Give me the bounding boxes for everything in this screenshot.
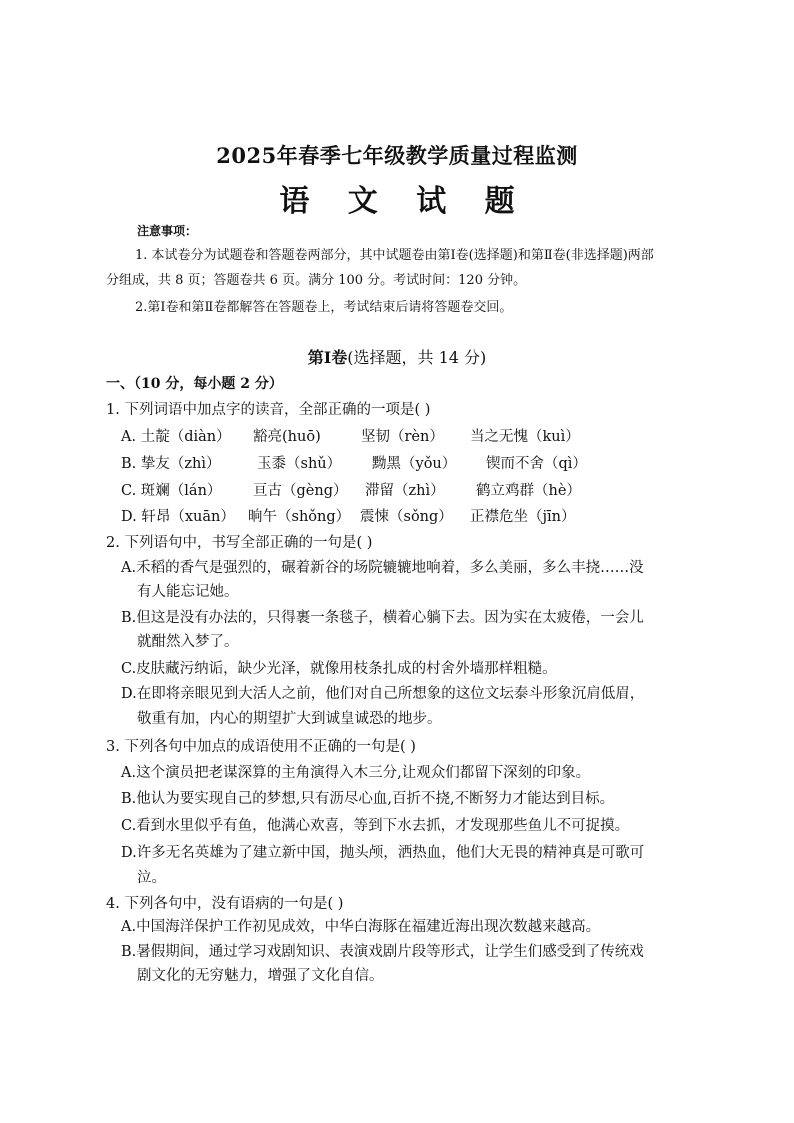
notice-item-1-line-2: 分组成，共 8 页；答题卷共 6 页。满分 100 分。考试时间：120 分钟。 bbox=[106, 273, 527, 288]
option-d-item-1: D. 轩昂（xuān） bbox=[121, 509, 235, 525]
question-3-option-b: B.他认为要实现自己的梦想,只有沥尽心血,百折不挠,不断努力才能达到目标。 bbox=[121, 791, 615, 807]
section-title-bold: 第Ⅰ卷 bbox=[307, 348, 348, 367]
question-2-option-b: B.但这是没有办法的，只得裹一条毯子，横着心躺下去。因为实在太疲倦，一会儿 bbox=[121, 610, 644, 626]
subject-title: 语 文 试 题 bbox=[279, 184, 529, 219]
option-d-item-4: 正襟危坐（jīn） bbox=[470, 509, 576, 525]
section-title bbox=[0, 345, 794, 368]
option-a-item-2: 豁亮(huō) bbox=[253, 429, 321, 445]
question-4-option-b-cont: 剧文化的无穷魅力，增强了文化自信。 bbox=[137, 968, 384, 984]
question-4-stem: 4. 下列各句中，没有语病的一句是( ) bbox=[106, 896, 344, 912]
notice-heading: 注意事项： bbox=[137, 224, 198, 238]
option-a-item-3: 坚韧（rèn） bbox=[361, 429, 444, 445]
question-2-option-a-cont: 有人能忘记她。 bbox=[137, 584, 239, 600]
question-3-option-c: C.看到水里似乎有鱼，他满心欢喜，等到下水去抓，才发现那些鱼儿不可捉摸。 bbox=[121, 818, 630, 834]
question-1-stem: 1. 下列词语中加点字的读音，全部正确的一项是( ) bbox=[106, 402, 431, 418]
option-c-item-3: 滞留（zhì） bbox=[365, 483, 445, 499]
option-d-item-2: 晌午（shǒng） bbox=[248, 509, 351, 525]
part-heading: 一、（10 分，每小题 2 分） bbox=[106, 376, 283, 392]
option-b-item-1: B. 挚友（zhì） bbox=[121, 456, 221, 472]
option-b-item-3: 黝黑（yǒu） bbox=[372, 456, 457, 472]
option-c-item-4: 鹤立鸡群（hè） bbox=[476, 483, 581, 499]
question-4-option-b: B.暑假期间，通过学习戏剧知识、表演戏剧片段等形式，让学生们感受到了传统戏 bbox=[121, 944, 644, 960]
option-c-item-1: C. 斑斓（lán） bbox=[121, 483, 222, 499]
option-b-item-2: 玉黍（shǔ） bbox=[257, 456, 342, 472]
notice-item-1-line-1: 1. 本试卷分为试题卷和答题卷两部分，其中试题卷由第Ⅰ卷(选择题)和第Ⅱ卷(非选择题)两部 bbox=[135, 248, 654, 263]
exam-title: 2025年春季七年级教学质量过程监测 bbox=[216, 143, 578, 168]
question-2-option-d: D.在即将亲眼见到大活人之前，他们对自己所想象的这位文坛泰斗形象沉肩低眉， bbox=[121, 686, 645, 702]
question-3-option-a: A.这个演员把老谋深算的主角演得入木三分,让观众们都留下深刻的印象。 bbox=[121, 765, 591, 781]
option-c-item-2: 亘古（gèng） bbox=[253, 483, 348, 499]
notice-item-2: 2.第Ⅰ卷和第Ⅱ卷都解答在答题卷上，考试结束后请将答题卷交回。 bbox=[135, 300, 513, 315]
question-4-option-a: A.中国海洋保护工作初见成效，中华白海豚在福建近海出现次数越来越高。 bbox=[121, 919, 601, 935]
option-a-item-4: 当之无愧（kuì） bbox=[470, 429, 580, 445]
option-b-item-4: 锲而不舍（qì） bbox=[486, 456, 587, 472]
question-2-option-c: C.皮肤藏污纳诟，缺少光泽，就像用枝条扎成的村舍外墙那样粗糙。 bbox=[121, 661, 557, 677]
question-2-option-d-cont: 敬重有加，内心的期望扩大到诚皇诚恐的地步。 bbox=[137, 711, 442, 727]
question-3-stem: 3. 下列各句中加点的成语使用不正确的一句是( ) bbox=[106, 739, 416, 755]
question-2-option-a: A.禾稻的香气是强烈的，碾着新谷的场院辘辘地响着，多么美丽，多么丰挠……没 bbox=[121, 560, 644, 576]
section-title-rest: (选择题，共 14 分) bbox=[347, 348, 487, 367]
option-d-item-3: 震悚（sǒng） bbox=[360, 509, 453, 525]
question-3-option-d: D.许多无名英雄为了建立新中国，抛头颅，洒热血，他们大无畏的精神真是可歌可 bbox=[121, 845, 645, 861]
question-3-option-d-cont: 泣。 bbox=[137, 870, 166, 886]
question-2-stem: 2. 下列语句中，书写全部正确的一句是( ) bbox=[106, 535, 373, 551]
option-a-item-1: A. 土靛（diàn） bbox=[121, 429, 231, 445]
question-2-option-b-cont: 就酣然入梦了。 bbox=[137, 634, 239, 650]
